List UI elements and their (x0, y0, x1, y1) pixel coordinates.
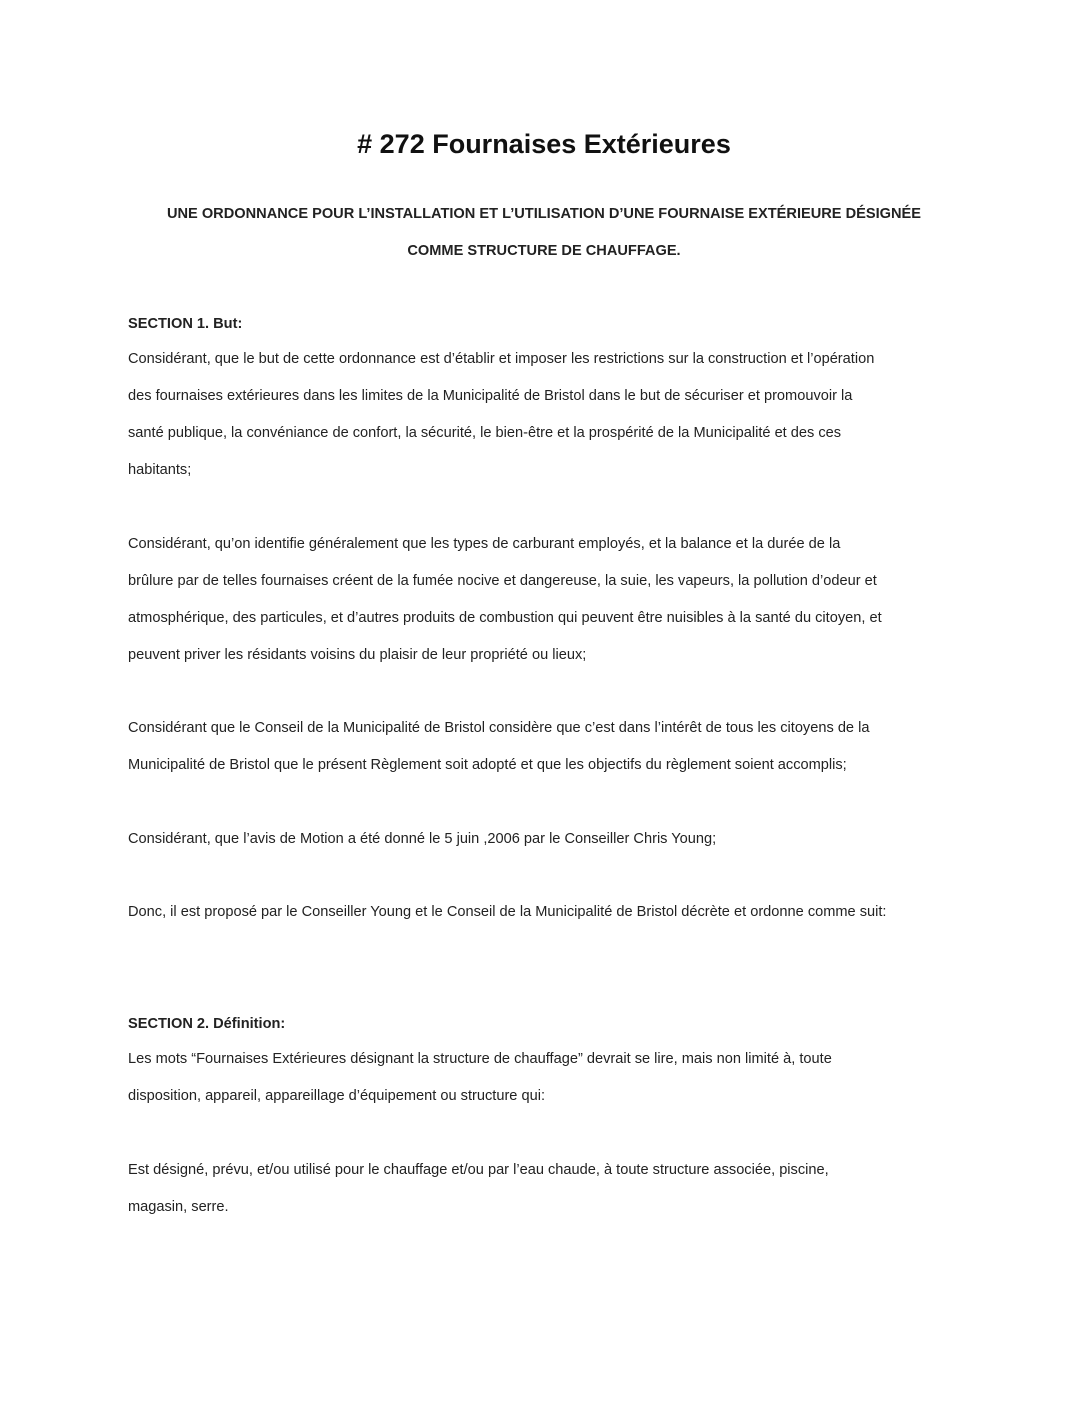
paragraph-line: atmosphérique, des particules, et d’autres produits de combustion qui peuvent être nuisibles à la santé du citoyen, et (128, 610, 882, 626)
paragraph-line: Est désigné, prévu, et/ou utilisé pour le chauffage et/ou par l’eau chaude, à toute structure associée, piscine, (128, 1162, 829, 1178)
paragraph-line: brûlure par de telles fournaises créent de la fumée nocive et dangereuse, la suie, les vapeurs, la pollution d’odeur et (128, 573, 877, 589)
section1-paragraph-3 (128, 710, 968, 784)
paragraph-line: Municipalité de Bristol que le présent Règlement soit adopté et que les objectifs du règlement soient accomplis; (128, 757, 847, 773)
paragraph-line: peuvent priver les résidants voisins du plaisir de leur propriété ou lieux; (128, 647, 587, 663)
subtitle-line: UNE ORDONNANCE POUR L’INSTALLATION ET L’UTILISATION D’UNE FOURNAISE EXTÉRIEURE DÉSIGNÉE (166, 206, 922, 222)
section2-heading: SECTION 2. Définition: (128, 1016, 286, 1032)
section2-paragraph-1 (128, 1041, 968, 1115)
paragraph-line: magasin, serre. (128, 1199, 229, 1215)
paragraph-line: Considérant que le Conseil de la Municipalité de Bristol considère que c’est dans l’intérêt de tous les citoyens de la (128, 720, 870, 736)
paragraph-line: habitants; (128, 462, 192, 478)
paragraph-line: santé publique, la convéniance de confort, la sécurité, le bien-être et la prospérité de la Municipalité et des ces (128, 425, 842, 441)
section1-paragraph-5 (128, 894, 968, 931)
document-title: # 272 Fournaises Extérieures (357, 129, 731, 159)
section2-paragraph-2 (128, 1152, 968, 1226)
subtitle-line: COMME STRUCTURE DE CHAUFFAGE. (407, 243, 681, 259)
paragraph-line: Considérant, que l’avis de Motion a été donné le 5 juin ,2006 par le Conseiller Chris Young; (128, 831, 717, 847)
section1-paragraph-2 (128, 526, 968, 674)
section1-paragraph-1 (128, 341, 968, 489)
section1-heading: SECTION 1. But: (128, 316, 243, 332)
paragraph-line: Considérant, qu’on identifie généralement que les types de carburant employés, et la balance et la durée de la (128, 536, 841, 552)
paragraph-line: Considérant, que le but de cette ordonnance est d’établir et imposer les restrictions sur la construction et l’opération (128, 351, 875, 367)
paragraph-line: Donc, il est proposé par le Conseiller Young et le Conseil de la Municipalité de Bristol décrète et ordonne comme suit: (128, 904, 887, 920)
document-subtitle (128, 196, 960, 270)
section1-paragraph-4 (128, 821, 968, 858)
paragraph-line: des fournaises extérieures dans les limites de la Municipalité de Bristol dans le but de sécuriser et promouvoir la (128, 388, 853, 404)
paragraph-line: disposition, appareil, appareillage d’équipement ou structure qui: (128, 1088, 545, 1104)
paragraph-line: Les mots “Fournaises Extérieures désignant la structure de chauffage” devrait se lire, mais non limité à, toute (128, 1051, 832, 1067)
